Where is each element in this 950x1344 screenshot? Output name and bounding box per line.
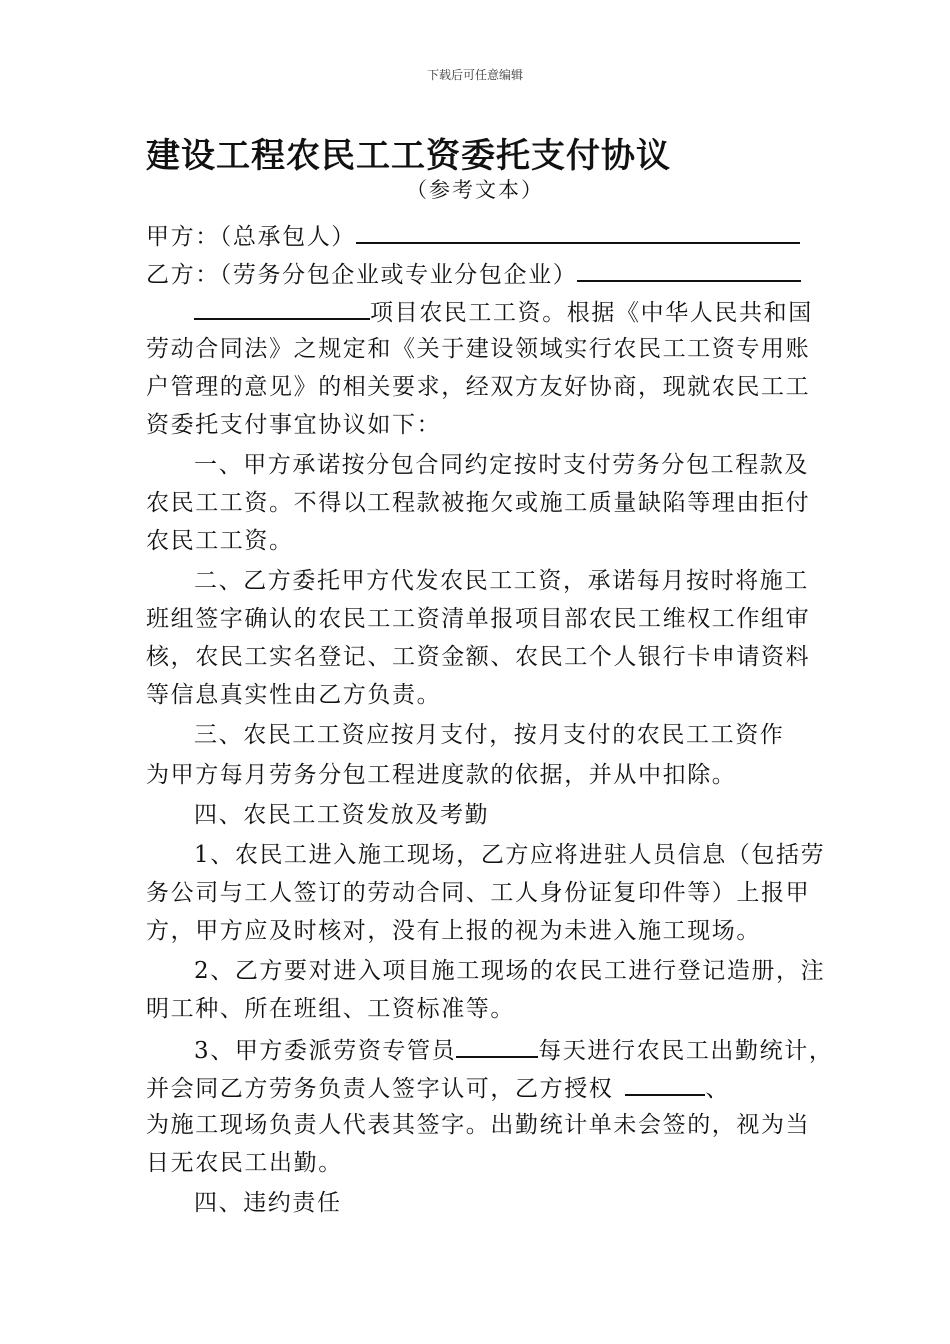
sub-3-line-4: 日无农民工出勤。 bbox=[146, 1150, 343, 1176]
clause-2-line-3: 核，农民工实名登记、工资金额、农民工个人银行卡申请资料 bbox=[146, 644, 811, 670]
clause-1-line-1: 一、甲方承诺按分包合同约定按时支付劳务分包工程款及 bbox=[194, 452, 809, 478]
sub-2-line-2: 明工种、所在班组、工资标准等。 bbox=[146, 996, 515, 1022]
clause-3-line-2: 为甲方每月劳务分包工程进度款的依据，并从中扣除。 bbox=[146, 762, 737, 788]
sub-3-text-1b: 每天进行农民工出勤统计， bbox=[538, 1038, 834, 1064]
sub-1-line-3: 方，甲方应及时核对，没有上报的视为未进入施工现场。 bbox=[146, 918, 761, 944]
clause-5-heading: 四、违约责任 bbox=[194, 1190, 342, 1216]
party-a-blank bbox=[356, 216, 800, 244]
intro-line-4: 资委托支付事宜协议如下： bbox=[146, 412, 442, 438]
clause-2-line-2: 班组签字确认的农民工工资清单报项目部农民工维权工作组审 bbox=[146, 606, 811, 632]
clause-1-line-3: 农民工工资。 bbox=[146, 528, 294, 554]
clause-2-line-1: 二、乙方委托甲方代发农民工工资，承诺每月按时将施工 bbox=[194, 568, 809, 594]
sub-3-line-3: 为施工现场负责人代表其签字。出勤统计单未会签的，视为当 bbox=[146, 1112, 811, 1138]
clause-1-line-2: 农民工工资。不得以工程款被拖欠或施工质量缺陷等理由拒付 bbox=[146, 490, 811, 516]
sub-3-text-2b: 、 bbox=[705, 1076, 731, 1102]
sub-3-line-2 bbox=[146, 1068, 806, 1108]
header-note: 下载后可任意编辑 bbox=[426, 68, 523, 82]
payroll-manager-blank bbox=[456, 1030, 538, 1058]
sub-3-line-1 bbox=[194, 1030, 834, 1070]
party-b-label: 乙方：（劳务分包企业或专业分包企业） bbox=[146, 262, 578, 288]
clause-4-heading: 四、农民工工资发放及考勤 bbox=[194, 802, 490, 828]
sub-1-line-1: 1、农民工进入施工现场，乙方应将进驻人员信息（包括劳 bbox=[194, 842, 826, 868]
document-title: 建设工程农民工工资委托支付协议 bbox=[146, 136, 671, 176]
intro-line-3: 户管理的意见》的相关要求，经双方友好协商，现就农民工工 bbox=[146, 374, 811, 400]
sub-2-line-1: 2、乙方要对进入项目施工现场的农民工进行登记造册，注 bbox=[194, 958, 826, 984]
sub-3-text-2a: 并会同乙方劳务负责人签字认可，乙方授权 bbox=[146, 1076, 614, 1102]
sub-1-line-2: 务公司与工人签订的劳动合同、工人身份证复印件等）上报甲 bbox=[146, 880, 811, 906]
authorized-person-blank bbox=[625, 1068, 705, 1096]
party-b-blank bbox=[577, 254, 801, 282]
sub-3-text-1a: 3、甲方委派劳资专管员 bbox=[194, 1038, 457, 1064]
intro-line-2: 劳动合同法》之规定和《关于建设领域实行农民工工资专用账 bbox=[146, 336, 811, 362]
party-a-label: 甲方：（总承包人） bbox=[146, 224, 356, 250]
intro-line-1 bbox=[194, 292, 813, 332]
intro-text-1: 项目农民工工资。根据《中华人民共和国 bbox=[370, 300, 813, 326]
clause-2-line-4: 等信息真实性由乙方负责。 bbox=[146, 682, 442, 708]
project-name-blank bbox=[194, 292, 370, 320]
party-b-line bbox=[146, 254, 806, 294]
document-subtitle: （参考文本） bbox=[406, 178, 544, 202]
clause-3-line-1: 三、农民工工资应按月支付，按月支付的农民工工资作 bbox=[194, 722, 785, 748]
party-a-line bbox=[146, 216, 806, 256]
